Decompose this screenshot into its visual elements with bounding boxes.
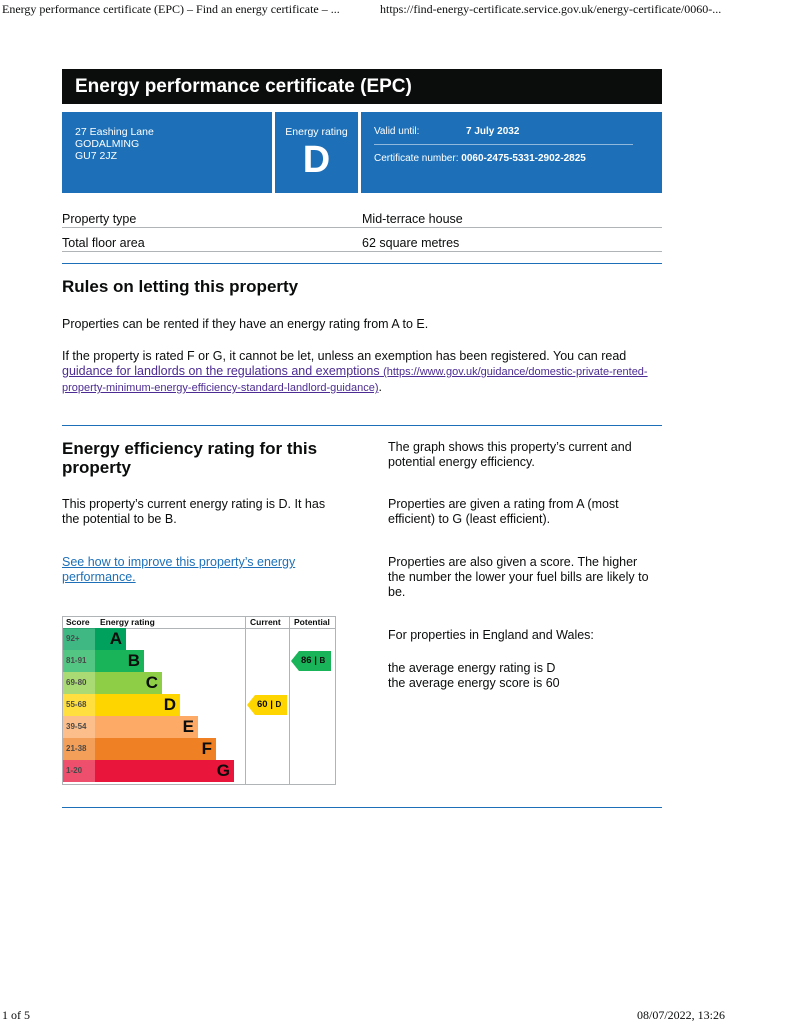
rating-band-f — [63, 738, 216, 760]
rating-band-c — [63, 672, 162, 694]
summary-key: Property type — [62, 212, 137, 226]
summary-row — [62, 228, 662, 252]
band-score-range: 39-54 — [63, 716, 95, 738]
summary-value: 62 square metres — [362, 236, 460, 250]
current-rating-marker-arrow — [247, 695, 255, 715]
band-score-range: 21-38 — [63, 738, 95, 760]
property-summary-list — [62, 204, 662, 252]
current-rating-marker — [247, 695, 287, 715]
chart-header-score: Score — [66, 617, 90, 627]
section-divider — [62, 263, 662, 264]
rating-band-g — [63, 760, 234, 782]
certificate-number-value: 0060-2475-5331-2902-2825 — [461, 153, 586, 164]
section-divider — [62, 807, 662, 808]
print-title: Energy performance certificate (EPC) – Find an energy certificate – ... — [2, 2, 340, 16]
energy-rating-box — [275, 112, 361, 193]
efficiency-heading: Energy efficiency rating for this property — [62, 439, 318, 477]
band-letter: A — [109, 629, 122, 648]
print-url: https://find-energy-certificate.service.gov.uk/energy-certificate/0060-... — [380, 2, 722, 16]
energy-rating-chart — [62, 616, 336, 785]
letting-paragraph-2 — [62, 349, 662, 396]
print-header — [0, 0, 791, 20]
chart-header-current: Current — [250, 617, 281, 627]
valid-until-label: Valid until: — [374, 126, 420, 137]
energy-rating-label: Energy rating — [285, 126, 348, 138]
average-rating — [388, 661, 658, 691]
summary-key: Total floor area — [62, 236, 145, 250]
rating-band-a — [63, 628, 126, 650]
england-wales-label: For properties in England and Wales: — [388, 628, 594, 642]
band-letter: C — [145, 673, 158, 692]
print-page-number: 1 of 5 — [2, 1008, 30, 1022]
potential-rating-marker — [291, 651, 331, 671]
potential-rating-marker-arrow — [291, 651, 299, 671]
rating-band-b — [63, 650, 144, 672]
band-bar — [95, 716, 198, 738]
improve-performance-link[interactable]: See how to improve this property’s energy performance. — [62, 555, 296, 584]
band-bar — [95, 628, 126, 650]
certificate-number-label: Certificate number: — [374, 153, 459, 164]
section-divider — [62, 425, 662, 426]
band-bar — [95, 738, 216, 760]
band-bar — [95, 760, 234, 782]
band-letter: F — [201, 739, 212, 758]
summary-row — [62, 204, 662, 228]
letting-heading: Rules on letting this property — [62, 277, 299, 296]
print-datetime: 08/07/2022, 13:26 — [636, 1008, 725, 1022]
property-address — [62, 112, 275, 193]
band-score-range: 1-20 — [63, 760, 95, 782]
chart-header-potential: Potential — [294, 617, 330, 627]
landlord-guidance-link-text: guidance for landlords on the regulations and exemptions — [62, 364, 380, 378]
band-score-range: 69-80 — [63, 672, 95, 694]
rating-explanation: Properties are given a rating from A (most efficient) to G (least efficient). — [388, 497, 619, 526]
band-letter: D — [163, 695, 176, 714]
current-rating-marker-label: 60 | D — [255, 695, 287, 715]
band-letter: E — [182, 717, 194, 736]
address-line-2: GODALMING — [75, 138, 140, 150]
graph-explanation: The graph shows this property’s current and potential energy efficiency. — [388, 440, 632, 469]
rating-band-d — [63, 694, 180, 716]
letting-paragraph-1: Properties can be rented if they have an energy rating from A to E. — [62, 317, 429, 331]
summary-value: Mid-terrace house — [362, 212, 463, 226]
valid-until-value: 7 July 2032 — [466, 126, 520, 137]
chart-column-divider — [289, 617, 290, 784]
potential-rating-marker-label: 86 | B — [299, 651, 331, 671]
energy-rating-letter: D — [302, 139, 331, 181]
average-rating-text: the average energy rating is D — [388, 661, 556, 675]
rating-band-e — [63, 716, 198, 738]
improve-link-wrap — [62, 555, 332, 585]
band-bar — [95, 672, 162, 694]
band-bar — [95, 694, 180, 716]
address-line-1: 27 Eashing Lane — [75, 126, 154, 138]
chart-header-rating: Energy rating — [100, 617, 155, 627]
letting-paragraph-2-tail: . — [378, 380, 382, 394]
band-letter: G — [216, 761, 230, 780]
landlord-guidance-link-url: (https://www.gov.uk/guidance/domestic-private-rented-property-minimum-energy-efficiency-standard-landlord-guidance) — [62, 366, 648, 394]
chart-column-divider — [245, 617, 246, 784]
average-score-text: the average energy score is 60 — [388, 676, 560, 690]
page-title: Energy performance certificate (EPC) — [62, 69, 662, 104]
band-score-range: 92+ — [63, 628, 95, 650]
band-score-range: 81-91 — [63, 650, 95, 672]
address-line-3: GU7 2JZ — [75, 150, 118, 162]
band-letter: B — [127, 651, 140, 670]
landlord-guidance-link[interactable] — [62, 364, 648, 394]
certificate-summary-box — [62, 112, 662, 193]
efficiency-paragraph: This property’s current energy rating is D. It has the potential to be B. — [62, 497, 326, 526]
band-score-range: 55-68 — [63, 694, 95, 716]
band-bar — [95, 650, 144, 672]
print-footer — [0, 1002, 791, 1024]
certificate-meta — [361, 112, 662, 193]
letting-paragraph-2-text: If the property is rated F or G, it cannot be let, unless an exemption has been registered. You can read — [62, 349, 627, 363]
score-explanation: Properties are also given a score. The higher the number the lower your fuel bills are likely to be. — [388, 555, 649, 599]
